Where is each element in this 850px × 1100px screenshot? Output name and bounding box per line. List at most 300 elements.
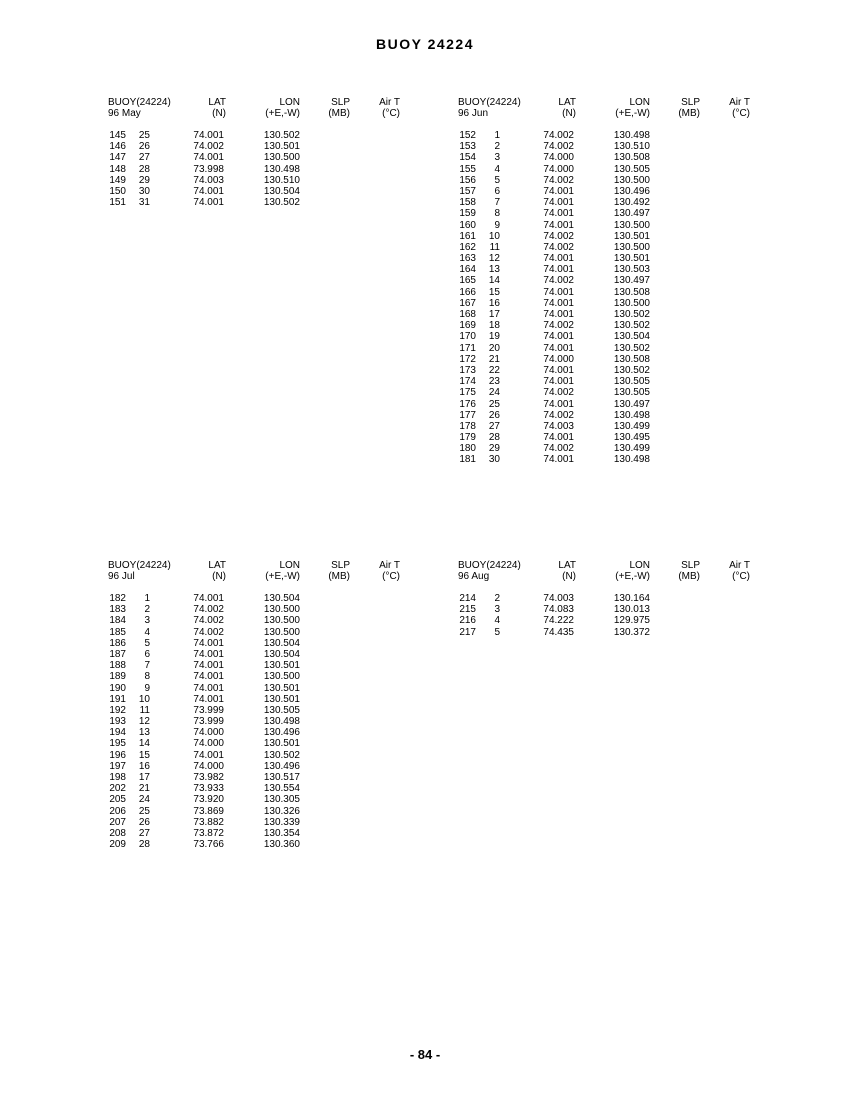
longitude-cell: 130.500	[613, 219, 650, 231]
table-row	[108, 817, 418, 828]
day-of-month-cell: 7	[144, 660, 150, 672]
latitude-cell: 74.000	[543, 353, 574, 365]
longitude-cell: 130.502	[263, 197, 300, 209]
day-of-month-cell: 28	[488, 432, 500, 444]
day-of-month-cell: 8	[494, 208, 500, 220]
table-row	[458, 309, 768, 320]
longitude-cell: 130.501	[263, 660, 300, 672]
longitude-cell: 130.505	[613, 387, 650, 399]
longitude-cell: 130.517	[263, 772, 300, 783]
day-of-year-cell: 168	[459, 309, 476, 320]
column-header-buoy: BUOY(24224)	[458, 97, 521, 108]
table-header	[458, 560, 768, 584]
longitude-cell: 130.502	[613, 309, 650, 320]
period-label: 96 Jun	[458, 108, 489, 119]
day-of-year-cell: 214	[459, 593, 476, 604]
longitude-cell: 130.508	[613, 286, 650, 298]
day-of-month-cell: 5	[494, 174, 500, 186]
day-of-year-cell: 145	[109, 130, 126, 141]
table-row	[458, 432, 768, 443]
column-header-air-temp: Air T	[379, 97, 400, 108]
table-body	[458, 130, 768, 466]
table-row	[108, 806, 418, 817]
table-row	[458, 298, 768, 309]
table-row	[108, 727, 418, 738]
longitude-cell: 130.554	[263, 783, 300, 795]
day-of-year-cell: 151	[109, 197, 126, 209]
latitude-cell: 74.000	[193, 738, 224, 750]
longitude-cell: 130.504	[263, 185, 300, 197]
table-row	[458, 197, 768, 208]
day-of-year-cell: 169	[459, 320, 476, 332]
day-of-month-cell: 26	[138, 141, 150, 153]
table-row	[108, 716, 418, 727]
data-block-jul	[108, 560, 418, 850]
table-row	[458, 208, 768, 219]
day-of-year-cell: 197	[109, 760, 126, 772]
column-unit-lat: (N)	[562, 108, 576, 119]
table-header	[108, 97, 418, 121]
day-of-month-cell: 25	[138, 130, 150, 141]
day-of-year-cell: 157	[459, 185, 476, 197]
longitude-cell: 130.500	[263, 152, 300, 164]
latitude-cell: 74.002	[193, 141, 224, 153]
table-row	[108, 750, 418, 761]
longitude-cell: 130.501	[263, 738, 300, 750]
longitude-cell: 130.500	[263, 626, 300, 638]
column-header-lat: LAT	[558, 560, 576, 571]
longitude-cell: 130.500	[263, 671, 300, 683]
day-of-year-cell: 178	[459, 420, 476, 432]
table-row	[108, 694, 418, 705]
day-of-month-cell: 29	[138, 174, 150, 186]
day-of-year-cell: 161	[459, 230, 476, 242]
table-row	[108, 738, 418, 749]
longitude-cell: 130.498	[263, 163, 300, 175]
day-of-year-cell: 165	[459, 275, 476, 287]
day-of-month-cell: 6	[144, 648, 150, 660]
day-of-year-cell: 182	[109, 593, 126, 604]
longitude-cell: 130.497	[613, 275, 650, 287]
day-of-year-cell: 171	[459, 342, 476, 354]
day-of-year-cell: 153	[459, 141, 476, 153]
latitude-cell: 74.001	[543, 398, 574, 410]
day-of-month-cell: 18	[488, 320, 500, 332]
latitude-cell: 74.000	[193, 760, 224, 772]
longitude-cell: 130.500	[613, 297, 650, 309]
table-row	[458, 152, 768, 163]
latitude-cell: 74.001	[193, 637, 224, 649]
latitude-cell: 74.001	[543, 454, 574, 466]
table-row	[108, 130, 418, 141]
latitude-cell: 74.001	[193, 693, 224, 705]
day-of-year-cell: 184	[109, 615, 126, 627]
table-row	[458, 454, 768, 465]
column-unit-lon: (+E,-W)	[615, 571, 650, 582]
table-row	[458, 627, 768, 638]
day-of-month-cell: 13	[138, 727, 150, 739]
latitude-cell: 74.083	[543, 604, 574, 616]
day-of-year-cell: 177	[459, 409, 476, 421]
column-unit-lon: (+E,-W)	[615, 108, 650, 119]
day-of-month-cell: 28	[138, 839, 150, 851]
day-of-year-cell: 194	[109, 727, 126, 739]
column-header-buoy: BUOY(24224)	[108, 560, 171, 571]
column-header-air-temp: Air T	[729, 560, 750, 571]
latitude-cell: 74.001	[193, 660, 224, 672]
day-of-month-cell: 29	[488, 443, 500, 455]
latitude-cell: 74.001	[193, 130, 224, 141]
longitude-cell: 130.510	[613, 141, 650, 153]
day-of-year-cell: 160	[459, 219, 476, 231]
day-of-year-cell: 176	[459, 398, 476, 410]
latitude-cell: 74.001	[193, 671, 224, 683]
day-of-month-cell: 3	[494, 152, 500, 164]
longitude-cell: 130.498	[263, 716, 300, 728]
day-of-year-cell: 180	[459, 443, 476, 455]
day-of-year-cell: 179	[459, 432, 476, 444]
day-of-month-cell: 26	[488, 409, 500, 421]
column-unit-air-temp: (°C)	[382, 108, 400, 119]
table-row	[458, 421, 768, 432]
column-unit-air-temp: (°C)	[382, 571, 400, 582]
longitude-cell: 130.501	[613, 230, 650, 242]
day-of-month-cell: 17	[488, 309, 500, 320]
day-of-month-cell: 7	[494, 197, 500, 209]
table-row	[458, 231, 768, 242]
longitude-cell: 130.354	[263, 827, 300, 839]
day-of-month-cell: 24	[138, 794, 150, 806]
day-of-year-cell: 148	[109, 163, 126, 175]
latitude-cell: 74.001	[543, 253, 574, 265]
latitude-cell: 74.002	[543, 275, 574, 287]
table-body	[458, 593, 768, 638]
latitude-cell: 74.000	[543, 163, 574, 175]
longitude-cell: 130.504	[613, 331, 650, 343]
table-row	[108, 141, 418, 152]
latitude-cell: 74.000	[193, 727, 224, 739]
latitude-cell: 74.002	[543, 141, 574, 153]
longitude-cell: 130.502	[613, 320, 650, 332]
data-block-may	[108, 97, 418, 208]
table-row	[108, 772, 418, 783]
latitude-cell: 74.001	[193, 197, 224, 209]
longitude-cell: 130.501	[613, 253, 650, 265]
longitude-cell: 130.500	[613, 174, 650, 186]
day-of-month-cell: 11	[489, 241, 500, 253]
table-row	[108, 615, 418, 626]
column-unit-lon: (+E,-W)	[265, 108, 300, 119]
latitude-cell: 74.003	[543, 420, 574, 432]
table-header	[108, 560, 418, 584]
day-of-month-cell: 1	[494, 130, 500, 141]
column-header-lat: LAT	[558, 97, 576, 108]
latitude-cell: 74.001	[193, 185, 224, 197]
table-row	[108, 794, 418, 805]
table-row	[458, 175, 768, 186]
column-header-lat: LAT	[208, 560, 226, 571]
table-row	[458, 242, 768, 253]
latitude-cell: 74.002	[543, 174, 574, 186]
day-of-year-cell: 162	[459, 241, 476, 253]
latitude-cell: 74.001	[543, 432, 574, 444]
day-of-month-cell: 3	[494, 604, 500, 616]
column-header-lon: LON	[279, 97, 300, 108]
table-row	[108, 152, 418, 163]
day-of-month-cell: 21	[488, 353, 500, 365]
day-of-year-cell: 196	[109, 749, 126, 761]
longitude-cell: 130.496	[263, 760, 300, 772]
day-of-month-cell: 2	[494, 141, 500, 153]
day-of-month-cell: 4	[144, 626, 150, 638]
longitude-cell: 130.497	[613, 208, 650, 220]
day-of-year-cell: 205	[109, 794, 126, 806]
table-row	[458, 343, 768, 354]
day-of-year-cell: 149	[109, 174, 126, 186]
column-unit-air-temp: (°C)	[732, 571, 750, 582]
day-of-month-cell: 12	[488, 253, 500, 265]
latitude-cell: 74.001	[193, 648, 224, 660]
day-of-month-cell: 24	[488, 387, 500, 399]
day-of-year-cell: 167	[459, 297, 476, 309]
latitude-cell: 74.001	[543, 219, 574, 231]
table-row	[458, 320, 768, 331]
longitude-cell: 130.339	[263, 816, 300, 828]
longitude-cell: 130.504	[263, 593, 300, 604]
table-row	[458, 387, 768, 398]
table-row	[108, 186, 418, 197]
table-row	[458, 443, 768, 454]
day-of-year-cell: 156	[459, 174, 476, 186]
column-header-slp: SLP	[681, 560, 700, 571]
day-of-month-cell: 12	[138, 716, 150, 728]
table-row	[108, 197, 418, 208]
day-of-year-cell: 159	[459, 208, 476, 220]
longitude-cell: 130.498	[613, 409, 650, 421]
longitude-cell: 130.500	[613, 241, 650, 253]
latitude-cell: 74.002	[543, 241, 574, 253]
table-row	[458, 376, 768, 387]
column-unit-slp: (MB)	[328, 108, 350, 119]
table-row	[108, 627, 418, 638]
day-of-year-cell: 188	[109, 660, 126, 672]
table-row	[108, 761, 418, 772]
longitude-cell: 130.502	[613, 342, 650, 354]
latitude-cell: 74.000	[543, 152, 574, 164]
longitude-cell: 130.501	[263, 693, 300, 705]
longitude-cell: 130.498	[613, 454, 650, 466]
longitude-cell: 130.504	[263, 637, 300, 649]
latitude-cell: 73.766	[193, 839, 224, 851]
day-of-year-cell: 208	[109, 827, 126, 839]
day-of-year-cell: 158	[459, 197, 476, 209]
latitude-cell: 73.999	[193, 704, 224, 716]
table-row	[458, 604, 768, 615]
latitude-cell: 74.001	[193, 682, 224, 694]
day-of-month-cell: 20	[488, 342, 500, 354]
longitude-cell: 130.505	[613, 163, 650, 175]
day-of-year-cell: 166	[459, 286, 476, 298]
day-of-year-cell: 183	[109, 604, 126, 616]
column-header-lon: LON	[629, 560, 650, 571]
day-of-month-cell: 25	[138, 805, 150, 817]
day-of-month-cell: 11	[139, 704, 150, 716]
table-row	[458, 275, 768, 286]
day-of-month-cell: 13	[488, 264, 500, 276]
table-row	[108, 660, 418, 671]
longitude-cell: 130.504	[263, 648, 300, 660]
latitude-cell: 74.002	[543, 443, 574, 455]
latitude-cell: 74.002	[543, 409, 574, 421]
day-of-month-cell: 1	[144, 593, 150, 604]
day-of-year-cell: 154	[459, 152, 476, 164]
column-unit-lat: (N)	[562, 571, 576, 582]
table-row	[458, 354, 768, 365]
day-of-month-cell: 8	[144, 671, 150, 683]
column-header-buoy: BUOY(24224)	[108, 97, 171, 108]
day-of-month-cell: 16	[488, 297, 500, 309]
longitude-cell: 130.505	[613, 376, 650, 388]
longitude-cell: 130.500	[263, 604, 300, 616]
latitude-cell: 74.001	[543, 208, 574, 220]
day-of-year-cell: 189	[109, 671, 126, 683]
day-of-year-cell: 193	[109, 716, 126, 728]
day-of-month-cell: 27	[488, 420, 500, 432]
longitude-cell: 130.326	[263, 805, 300, 817]
column-unit-slp: (MB)	[678, 108, 700, 119]
table-row	[108, 783, 418, 794]
table-row	[458, 253, 768, 264]
day-of-year-cell: 202	[109, 783, 126, 795]
latitude-cell: 74.001	[543, 376, 574, 388]
day-of-month-cell: 16	[138, 760, 150, 772]
table-row	[458, 220, 768, 231]
column-header-lat: LAT	[208, 97, 226, 108]
table-row	[458, 287, 768, 298]
day-of-month-cell: 25	[488, 398, 500, 410]
table-row	[458, 365, 768, 376]
day-of-year-cell: 206	[109, 805, 126, 817]
table-row	[458, 593, 768, 604]
table-row	[458, 615, 768, 626]
period-label: 96 May	[108, 108, 141, 119]
day-of-month-cell: 14	[138, 738, 150, 750]
latitude-cell: 73.882	[193, 816, 224, 828]
longitude-cell: 130.501	[263, 682, 300, 694]
data-block-jun	[458, 97, 768, 466]
table-row	[458, 264, 768, 275]
day-of-year-cell: 192	[109, 704, 126, 716]
table-row	[108, 839, 418, 850]
column-header-slp: SLP	[331, 97, 350, 108]
table-row	[108, 649, 418, 660]
latitude-cell: 74.001	[543, 297, 574, 309]
latitude-cell: 73.982	[193, 772, 224, 783]
table-row	[458, 141, 768, 152]
column-header-lon: LON	[279, 560, 300, 571]
longitude-cell: 130.495	[613, 432, 650, 444]
table-row	[108, 828, 418, 839]
longitude-cell: 130.496	[263, 727, 300, 739]
latitude-cell: 74.001	[543, 197, 574, 209]
longitude-cell: 130.508	[613, 353, 650, 365]
column-header-air-temp: Air T	[379, 560, 400, 571]
latitude-cell: 74.002	[543, 130, 574, 141]
day-of-year-cell: 173	[459, 364, 476, 376]
day-of-year-cell: 191	[109, 693, 126, 705]
longitude-cell: 130.498	[613, 130, 650, 141]
longitude-cell: 130.505	[263, 704, 300, 716]
table-row	[108, 683, 418, 694]
day-of-year-cell: 207	[109, 816, 126, 828]
day-of-year-cell: 172	[459, 353, 476, 365]
column-unit-lat: (N)	[212, 108, 226, 119]
latitude-cell: 74.001	[193, 593, 224, 604]
day-of-month-cell: 27	[138, 827, 150, 839]
latitude-cell: 73.920	[193, 794, 224, 806]
day-of-year-cell: 215	[459, 604, 476, 616]
day-of-year-cell: 164	[459, 264, 476, 276]
day-of-year-cell: 217	[459, 626, 476, 638]
table-row	[108, 164, 418, 175]
day-of-month-cell: 4	[494, 163, 500, 175]
day-of-year-cell: 174	[459, 376, 476, 388]
table-row	[458, 164, 768, 175]
column-header-buoy: BUOY(24224)	[458, 560, 521, 571]
latitude-cell: 74.001	[543, 264, 574, 276]
day-of-year-cell: 152	[459, 130, 476, 141]
day-of-year-cell: 187	[109, 648, 126, 660]
longitude-cell: 130.510	[263, 174, 300, 186]
day-of-year-cell: 170	[459, 331, 476, 343]
column-unit-slp: (MB)	[678, 571, 700, 582]
table-row	[458, 186, 768, 197]
longitude-cell: 130.360	[263, 839, 300, 851]
day-of-month-cell: 5	[494, 626, 500, 638]
table-header	[458, 97, 768, 121]
day-of-month-cell: 30	[138, 185, 150, 197]
day-of-month-cell: 10	[488, 230, 500, 242]
day-of-month-cell: 3	[144, 615, 150, 627]
day-of-month-cell: 26	[138, 816, 150, 828]
longitude-cell: 130.503	[613, 264, 650, 276]
column-header-slp: SLP	[331, 560, 350, 571]
longitude-cell: 130.496	[613, 185, 650, 197]
day-of-year-cell: 147	[109, 152, 126, 164]
day-of-year-cell: 198	[109, 772, 126, 783]
longitude-cell: 130.492	[613, 197, 650, 209]
longitude-cell: 130.502	[263, 130, 300, 141]
longitude-cell: 130.164	[613, 593, 650, 604]
longitude-cell: 130.497	[613, 398, 650, 410]
day-of-year-cell: 150	[109, 185, 126, 197]
latitude-cell: 73.872	[193, 827, 224, 839]
longitude-cell: 130.372	[613, 626, 650, 638]
period-label: 96 Jul	[108, 571, 135, 582]
table-row	[458, 410, 768, 421]
table-row	[458, 130, 768, 141]
latitude-cell: 74.001	[193, 749, 224, 761]
page-number: - 84 -	[409, 1047, 441, 1062]
day-of-year-cell: 163	[459, 253, 476, 265]
day-of-month-cell: 14	[488, 275, 500, 287]
latitude-cell: 74.001	[543, 309, 574, 320]
day-of-year-cell: 185	[109, 626, 126, 638]
longitude-cell: 130.305	[263, 794, 300, 806]
latitude-cell: 74.001	[193, 152, 224, 164]
table-row	[458, 399, 768, 410]
latitude-cell: 73.933	[193, 783, 224, 795]
